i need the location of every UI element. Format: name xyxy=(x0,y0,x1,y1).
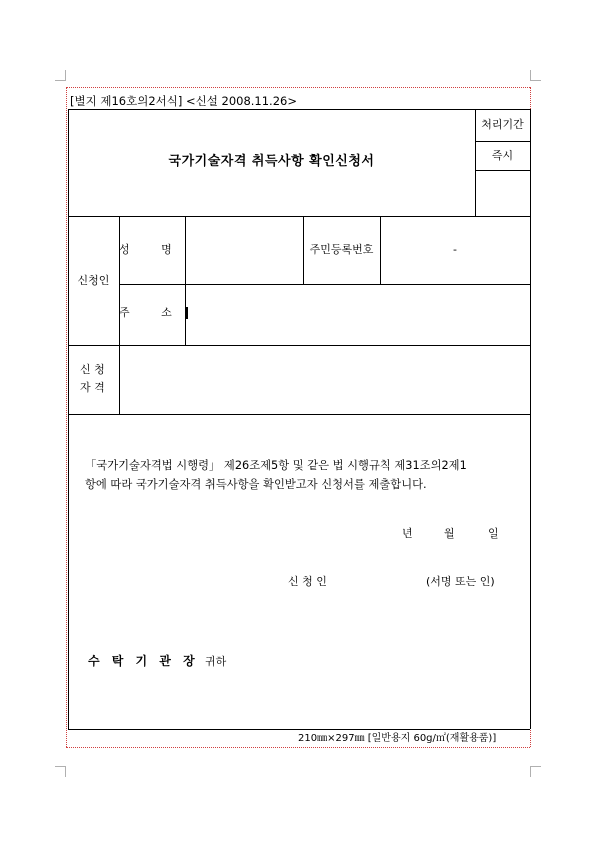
name-label: 성 명 xyxy=(119,243,186,256)
paper-spec-footer: 210㎜×297㎜ [일반용지 60g/㎡(재활용품)] xyxy=(298,733,497,744)
form-header: [별지 제16호의2서식] <신설 2008.11.26> xyxy=(70,94,297,108)
crop-mark-bottom-right xyxy=(530,766,541,777)
date-month-label: 월 xyxy=(444,527,455,540)
recipient-label: 수 탁 기 관 장 xyxy=(88,654,199,668)
qualification-field[interactable] xyxy=(120,346,529,413)
qualification-label-line1: 신 청 xyxy=(80,363,105,376)
statement-line1: 「국가기술자격법 시행령」 제26조제5항 및 같은 법 시행규칙 제31조의2제1 xyxy=(85,459,467,472)
text-cursor xyxy=(186,307,188,319)
guide-left xyxy=(66,87,67,747)
address-label: 주 소 xyxy=(119,306,186,319)
crop-mark-bottom-left xyxy=(55,766,66,777)
statement-line2: 항에 따라 국가기술자격 취득사항을 확인받고자 신청서를 제출합니다. xyxy=(85,478,427,491)
date-day-label: 일 xyxy=(488,527,499,540)
crop-mark-top-right xyxy=(530,70,541,81)
resident-id-field[interactable]: - xyxy=(453,243,457,256)
guide-bottom xyxy=(66,747,530,748)
date-year-label: 년 xyxy=(402,527,413,540)
address-field[interactable] xyxy=(186,285,529,344)
guide-top xyxy=(66,87,530,88)
processing-period-value: 즉시 xyxy=(491,149,514,162)
crop-mark-top-left xyxy=(55,70,66,81)
page-title: 국가기술자격 취득사항 확인신청서 xyxy=(168,154,375,169)
qualification-label-line2: 자 격 xyxy=(80,381,105,394)
applicant-section-label: 신청인 xyxy=(77,274,110,287)
signature-note: (서명 또는 인) xyxy=(426,575,495,588)
name-field[interactable] xyxy=(186,217,302,283)
processing-period-label: 처리기간 xyxy=(481,118,524,131)
resident-id-label: 주민등록번호 xyxy=(309,243,374,256)
recipient-suffix: 귀하 xyxy=(205,655,227,668)
signature-label: 신 청 인 xyxy=(288,575,327,588)
